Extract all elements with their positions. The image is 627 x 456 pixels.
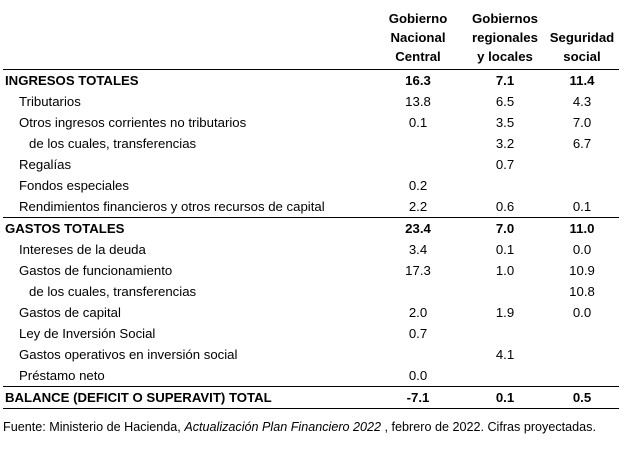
row-label: Regalías [19, 157, 72, 172]
cell-gnc [371, 154, 465, 175]
cell-grl: 0.6 [495, 199, 515, 214]
cell-ss [545, 323, 619, 344]
cell-grl: 3.5 [495, 115, 515, 130]
cell-gnc: 2.0 [408, 305, 428, 320]
cell-ss: 11.0 [545, 218, 619, 240]
cell-grl: 3.2 [495, 136, 515, 151]
row-label: Rendimientos financieros y otros recursos de capital [19, 199, 325, 214]
row-label: Gastos de funcionamiento [19, 263, 173, 278]
header-gobierno-nacional-central [371, 0, 465, 70]
cell-gnc: 0.1 [408, 115, 428, 130]
row-label: BALANCE (DEFICIT O SUPERAVIT) TOTAL [3, 387, 371, 409]
cell-grl [465, 323, 545, 344]
header-gnc-line-1: Gobierno [388, 11, 448, 26]
header-gobiernos-regionales [465, 0, 545, 70]
header-row [3, 0, 619, 70]
cell-gnc: 17.3 [405, 263, 431, 278]
header-grl-line-3: y locales [477, 49, 533, 64]
cell-ss: 6.7 [572, 136, 592, 151]
cell-ss [545, 175, 619, 196]
cell-gnc: 16.3 [405, 73, 431, 88]
row-transferencias-gastos [3, 281, 619, 302]
row-ley-inversion-social [3, 323, 619, 344]
cell-gnc [371, 133, 465, 154]
cell-ss: 11.4 [569, 73, 595, 88]
row-label: Gastos de capital [19, 305, 121, 320]
row-gastos-capital [3, 302, 619, 323]
row-ingresos-totales [3, 70, 619, 92]
cell-grl: 7.0 [465, 218, 545, 240]
source-suffix: , febrero de 2022. Cifras proyectadas. [381, 420, 596, 434]
header-gnc-line-3: Central [395, 49, 441, 64]
cell-ss [545, 154, 619, 175]
cell-grl: 1.0 [495, 263, 515, 278]
cell-ss: 0.5 [545, 387, 619, 409]
row-label: INGRESOS TOTALES [5, 73, 139, 88]
row-gastos-totales [3, 218, 619, 240]
row-prestamo-neto [3, 365, 619, 387]
row-label: Ley de Inversión Social [19, 326, 156, 341]
row-label: GASTOS TOTALES [3, 218, 371, 240]
row-label: Préstamo neto [19, 368, 105, 383]
header-label [3, 0, 371, 70]
cell-grl: 0.7 [495, 157, 515, 172]
cell-gnc: 0.0 [408, 368, 428, 383]
cell-grl [465, 281, 545, 302]
cell-gnc: 2.2 [408, 199, 428, 214]
cell-gnc [371, 344, 465, 365]
fiscal-table [3, 0, 619, 409]
row-label: Tributarios [19, 94, 81, 109]
source-prefix: Fuente: Ministerio de Hacienda, [3, 420, 185, 434]
cell-grl: 1.9 [495, 305, 515, 320]
cell-ss: 10.9 [569, 263, 595, 278]
row-intereses-deuda [3, 239, 619, 260]
row-gastos-funcionamiento [3, 260, 619, 281]
cell-ss: 0.0 [572, 305, 592, 320]
cell-gnc: 0.2 [408, 178, 428, 193]
cell-gnc: -7.1 [371, 387, 465, 409]
cell-ss: 7.0 [572, 115, 592, 130]
cell-ss [545, 344, 619, 365]
row-transferencias-ingresos [3, 133, 619, 154]
row-gastos-operativos-inversion [3, 344, 619, 365]
cell-gnc [371, 281, 465, 302]
row-tributarios [3, 91, 619, 112]
source-note [3, 418, 603, 436]
cell-gnc: 13.8 [405, 94, 431, 109]
cell-ss: 10.8 [569, 284, 595, 299]
cell-ss: 4.3 [572, 94, 592, 109]
header-ss-line-2: social [563, 49, 601, 64]
cell-grl: 6.5 [495, 94, 515, 109]
cell-ss: 0.0 [572, 242, 592, 257]
row-rendimientos-financieros [3, 196, 619, 218]
cell-grl: 0.1 [465, 387, 545, 409]
cell-ss [545, 365, 619, 387]
source-publication-title: Actualización Plan Financiero 2022 [184, 420, 382, 434]
row-label: Gastos operativos en inversión social [19, 347, 238, 362]
header-grl-line-1: Gobiernos [472, 11, 538, 26]
cell-gnc: 0.7 [408, 326, 428, 341]
row-label: Intereses de la deuda [19, 242, 146, 257]
cell-grl [465, 175, 545, 196]
cell-grl: 4.1 [495, 347, 515, 362]
header-seguridad-social [545, 0, 619, 70]
row-fondos-especiales [3, 175, 619, 196]
cell-gnc: 23.4 [371, 218, 465, 240]
header-ss-line-1: Seguridad [549, 30, 615, 45]
cell-grl: 7.1 [495, 73, 515, 88]
header-grl-line-2: regionales [472, 30, 538, 45]
cell-grl [465, 365, 545, 387]
row-balance-total [3, 387, 619, 409]
row-regalias [3, 154, 619, 175]
cell-ss: 0.1 [572, 199, 592, 214]
row-label: Fondos especiales [19, 178, 129, 193]
row-label: de los cuales, transferencias [29, 136, 197, 151]
row-label: Otros ingresos corrientes no tributarios [19, 115, 247, 130]
header-gnc-line-2: Nacional [390, 30, 446, 45]
row-otros-ingresos [3, 112, 619, 133]
cell-grl: 0.1 [495, 242, 515, 257]
row-label: de los cuales, transferencias [29, 284, 197, 299]
cell-gnc: 3.4 [408, 242, 428, 257]
